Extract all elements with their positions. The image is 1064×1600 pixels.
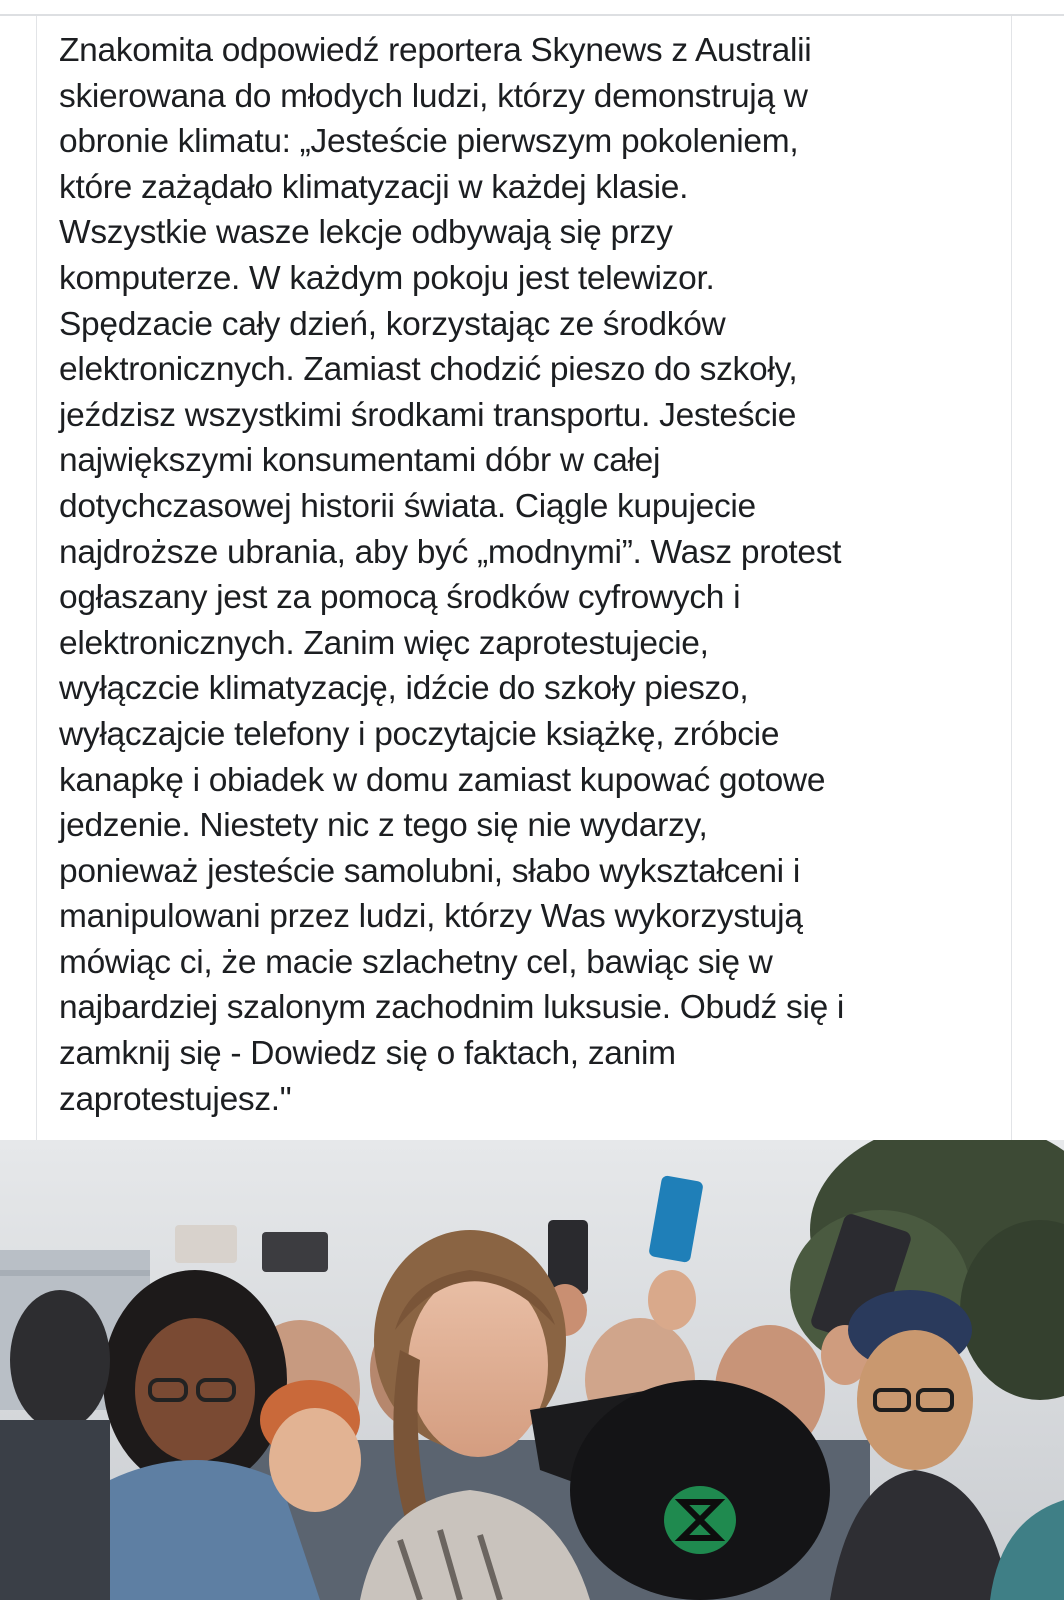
post-text: Znakomita odpowiedź reportera Skynews z Australii skierowana do młodych ludzi, którzy demonstrują w obronie klimatu: „Jesteście pierwszym pokoleniem, które zażądało klimatyzacji w każdej klasie. Wszystkie wasze lekcje odbywają się przy komputerze. W każdym pokoju jest telewizor. Spędzacie cały dzień, korzystając ze środków elektronicznych. Zamiast chodzić pieszo do szkoły, jeździsz wszystkimi środkami transportu. Jesteście największymi konsumentami dóbr w całej dotychczasowej historii świata. Ciągle kupujecie najdroższe ubrania, aby być „modnymi”. Wasz protest ogłaszany jest za pomocą środków cyfrowych i elektronicznych. Zanim więc zaprotestujecie, wyłączcie klimatyzację, idźcie do szkoły pieszo, wyłączajcie telefony i poczytajcie książkę, zróbcie kanapkę i obiadek w domu zamiast kupować gotowe jedzenie. Niestety nic z tego się nie wydarzy, ponieważ jesteście samolubni, słabo wykształceni i manipulowani przez ludzi, którzy Was wykorzystują mówiąc ci, że macie szlachetny cel, bawiąc się w najbardziej szalonym zachodnim luksusie. Obudź się i zamknij się - Dowiedz się o faktach, zanim zaprotestujesz."	[59, 32, 845, 1118]
protest-photo[interactable]	[0, 1140, 1064, 1600]
protest-photo-image	[0, 1140, 1064, 1600]
top-divider	[0, 0, 1064, 16]
post-card	[36, 16, 1012, 1140]
